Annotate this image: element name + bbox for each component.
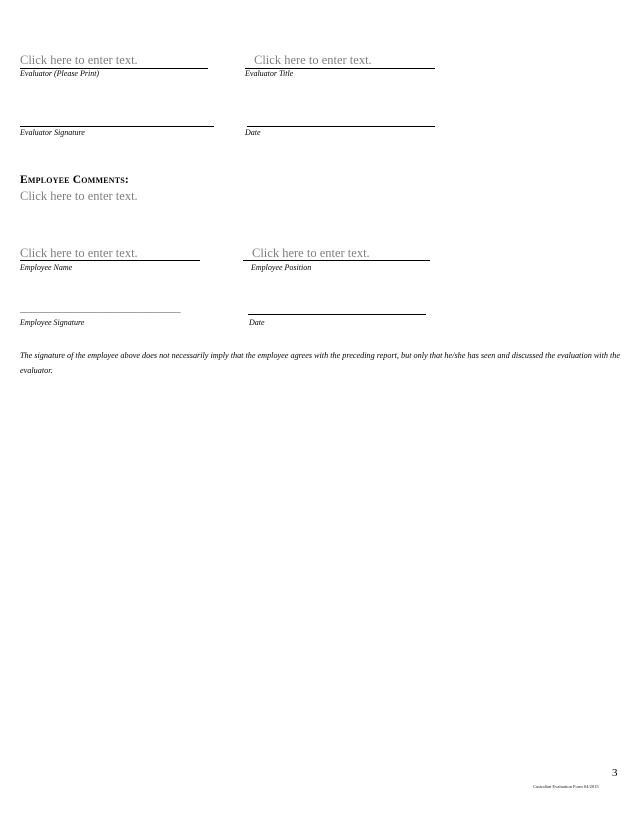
employee-name-caption: Employee Name bbox=[20, 263, 73, 272]
employee-name-underline bbox=[20, 260, 200, 261]
evaluator-title-field[interactable]: Click here to enter text. bbox=[254, 53, 372, 67]
employee-name-field[interactable]: Click here to enter text. bbox=[20, 246, 138, 260]
employee-signature-line: ________________________________ bbox=[20, 302, 180, 314]
employee-comments-field[interactable]: Click here to enter text. bbox=[20, 189, 138, 203]
employee-position-underline bbox=[243, 260, 430, 261]
evaluator-signature-caption: Evaluator Signature bbox=[20, 128, 85, 137]
evaluator-signature-line bbox=[20, 126, 214, 127]
evaluator-name-field[interactable]: Click here to enter text. bbox=[20, 53, 138, 67]
form-footer-label: Custodian Evaluation Form 04/2015 bbox=[533, 784, 599, 789]
employee-comments-heading: Employee Comments: bbox=[20, 174, 129, 186]
signature-disclaimer: The signature of the employee above does not necessarily imply that the employee agrees with the preceding report, but only that he/she has seen and discussed the evaluation with the evaluator. bbox=[20, 351, 620, 375]
evaluator-title-caption: Evaluator Title bbox=[245, 69, 294, 78]
employee-date-caption: Date bbox=[249, 318, 265, 327]
page-number: 3 bbox=[612, 767, 618, 779]
employee-position-caption: Employee Position bbox=[251, 263, 312, 272]
employee-signature-caption: Employee Signature bbox=[20, 318, 85, 327]
evaluator-date-line bbox=[247, 126, 435, 127]
evaluator-date-caption: Date bbox=[245, 128, 261, 137]
evaluator-name-caption: Evaluator (Please Print) bbox=[20, 69, 100, 78]
employee-date-line bbox=[248, 314, 426, 315]
employee-position-field[interactable]: Click here to enter text. bbox=[252, 246, 370, 260]
